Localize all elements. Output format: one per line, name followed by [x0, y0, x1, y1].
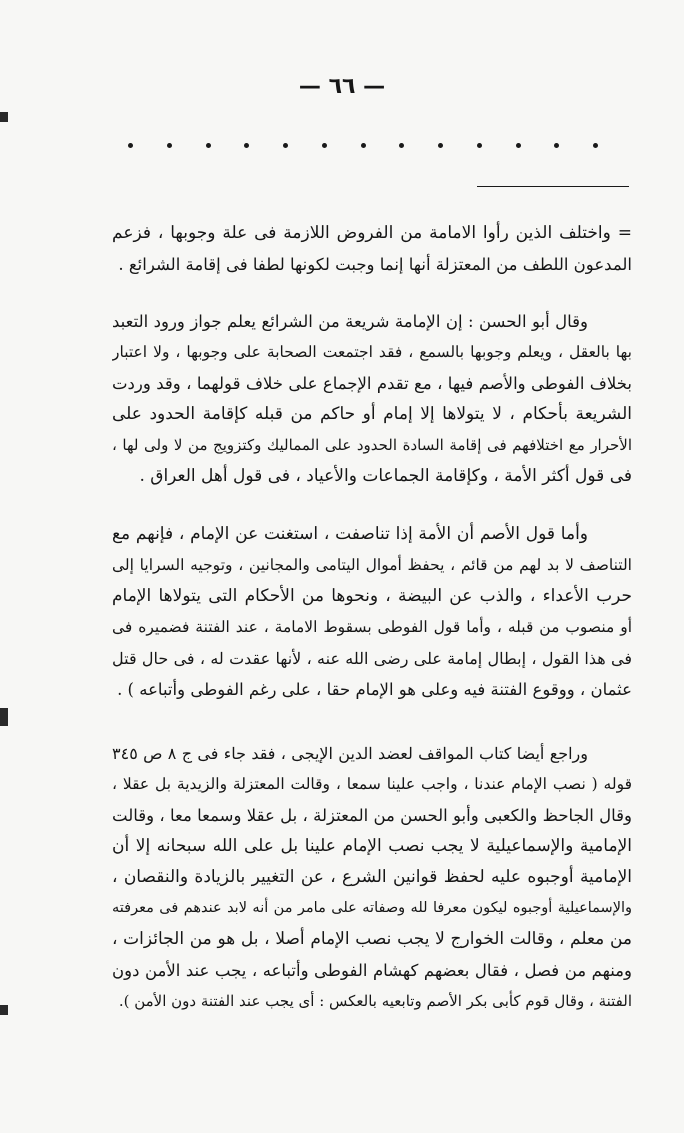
text-line: حرب الأعداء ، والذب عن البيضة ، ونحوها من الأحكام التى يتولاها الإمام [112, 586, 632, 606]
text-line: التناصف لا بد لهم من قائم ، يحفظ أموال اليتامى والمجانين ، وتوجيه السرايا إلى [112, 556, 632, 574]
text-line: فى هذا القول ، إبطال إمامة على رضى الله عنه ، لأنها عقدت له ، فى حال قتل [112, 649, 632, 668]
text-line: وقال أبو الحسن : إن الإمامة شريعة من الشرائع يعلم جواز ورود التعبد [112, 312, 588, 331]
text-line: الشريعة بأحكام ، لا يتولاها إلا إمام أو حاكم من قبله كإقامة الحدود على [112, 404, 632, 424]
text-line: عثمان ، ووقوع الفتنة فيه وعلى هو الإمام حقا ، على رغم الفوطى وأتباعه ) . [117, 680, 632, 699]
paragraph-3 [112, 519, 632, 705]
paragraph-2 [112, 306, 632, 492]
dot [593, 143, 598, 148]
dot [322, 143, 327, 148]
text-line: فى قول أكثر الأمة ، وكإقامة الجماعات والأعياد ، فى قول أهل العراق . [139, 466, 632, 486]
text-line: أو منصوب من قبله ، وأما قول الفوطى بسقوط الامامة ، عند الفتنة فضميره فى [112, 618, 632, 636]
dot [206, 143, 211, 148]
dot [361, 143, 366, 148]
text-line: الإمامية والإسماعيلية لا يجب نصب الإمام علينا بل على الله سبحانه إلا أن [112, 836, 632, 856]
dot [516, 143, 521, 148]
text-line: وأما قول الأصم أن الأمة إذا تناصفت ، استغنت عن الإمام ، فإنهم مع [112, 524, 588, 544]
text-line: وقال الجاحظ والكعبى وأبو الحسن من المعتزلة ، بل عقلا وسمعا معا ، وقالت [112, 806, 632, 825]
scan-margin-mark [0, 112, 8, 122]
text-line: والإسماعيلية أوجبوه ليكون معرفا لله وصفاته على مامر من أنه لابد عندهم فى معرفته [112, 900, 632, 916]
dot [244, 143, 249, 148]
page-number: — ٦٦ — [298, 74, 386, 99]
text-line: الأحرار مع اختلافهم فى إقامة السادة الحدود على المماليك وكتزويج من لا ولى لها ، [112, 436, 632, 454]
decorative-dot-row [128, 143, 598, 157]
text-line: المدعون اللطف من المعتزلة أنها إنما وجبت لكونها لطفا فى إقامة الشرائع . [118, 255, 632, 274]
text-line: قوله ( نصب الإمام عندنا ، واجب علينا سمعا ، وقالت المعتزلة والزيدية بل عقلا ، [112, 775, 632, 793]
text-line: = واختلف الذين رأوا الامامة من الفروض اللازمة فى علة وجوبها ، فزعم [112, 223, 632, 243]
dot [283, 143, 288, 148]
paragraph-1 [112, 218, 632, 280]
dot [477, 143, 482, 148]
scan-margin-mark [0, 1005, 8, 1015]
text-line: وراجع أيضا كتاب المواقف لعضد الدين الإيجى ، فقد جاء فى ج ٨ ص ٣٤٥ [112, 744, 589, 763]
dot [438, 143, 443, 148]
text-line: الفتنة ، وقال قوم كأبى بكر الأصم وتابعيه بالعكس : أى يجب عند الفتنة دون الأمن ). [118, 992, 632, 1010]
footnote-separator-rule [477, 186, 629, 187]
dot [554, 143, 559, 148]
scan-margin-mark [0, 708, 8, 726]
text-line: بخلاف الفوطى والأصم فيها ، مع تقدم الإجماع على خلاف قولهما ، وقد وردت [112, 374, 632, 393]
text-line: بها بالعقل ، ويعلم وجوبها بالسمع ، فقد اجتمعت الصحابة على وجوبها ، ولا اعتبار [112, 343, 632, 361]
text-line: ومنهم من فصل ، فقال بعضهم كهشام الفوطى وأتباعه ، يجب عند الأمن دون [112, 961, 632, 980]
text-line: الإمامية أوجبوه عليه لحفظ قوانين الشرع ، عن التغيير بالزيادة والنقصان ، [112, 867, 632, 887]
dot [167, 143, 172, 148]
text-line: من معلم ، وقالت الخوارج لا يجب نصب الإمام أصلا ، بل هو من الجائزات ، [112, 929, 632, 949]
paragraph-4 [112, 738, 632, 1017]
dot [128, 143, 133, 148]
dot [399, 143, 404, 148]
